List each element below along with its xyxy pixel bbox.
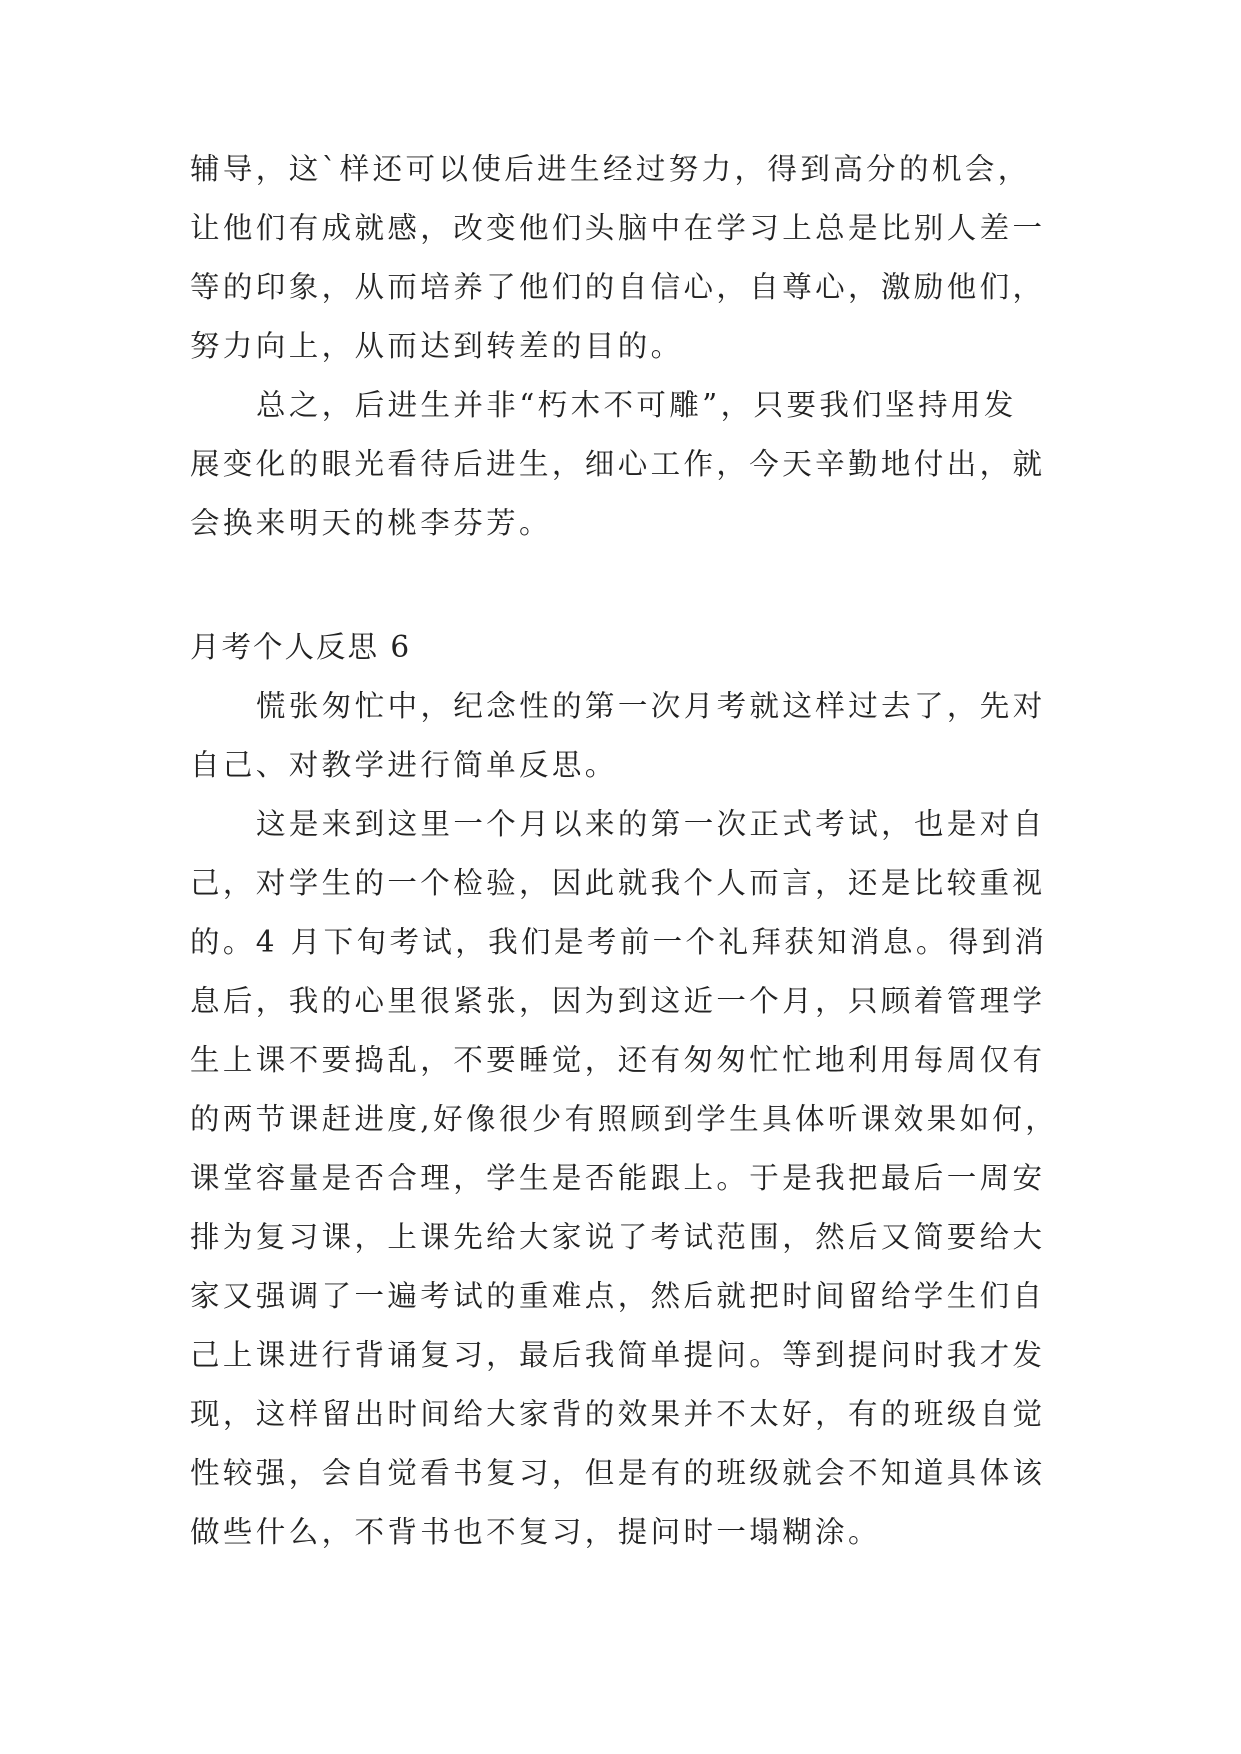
text-line: 的。4 月下旬考试，我们是考前一个礼拜获知消息。得到消 bbox=[190, 925, 1048, 959]
paragraph-continuation bbox=[190, 140, 1070, 376]
text-line: 这是来到这里一个月以来的第一次正式考试，也是对自 bbox=[256, 807, 1046, 841]
text-line: 己，对学生的一个检验，因此就我个人而言，还是比较重视 bbox=[190, 866, 1046, 900]
text-line: 让他们有成就感，改变他们头脑中在学习上总是比别人差一 bbox=[190, 211, 1046, 245]
text-line: 慌张匆忙中，纪念性的第一次月考就这样过去了，先对 bbox=[256, 689, 1046, 723]
section-2 bbox=[190, 618, 1070, 1562]
paragraph-intro bbox=[190, 677, 1070, 795]
text-line: 会换来明天的桃李芬芳。 bbox=[190, 506, 552, 540]
text-line: 排为复习课，上课先给大家说了考试范围，然后又简要给大 bbox=[190, 1220, 1046, 1254]
paragraph-reflection bbox=[190, 795, 1070, 1562]
text-line: 课堂容量是否合理，学生是否能跟上。于是我把最后一周安 bbox=[190, 1161, 1046, 1195]
paragraph-conclusion bbox=[190, 376, 1070, 553]
text-line: 息后，我的心里很紧张，因为到这近一个月，只顾着管理学 bbox=[190, 984, 1046, 1018]
text-line: 生上课不要捣乱，不要睡觉，还有匆匆忙忙地利用每周仅有 bbox=[190, 1043, 1046, 1077]
text-line: 做些什么，不背书也不复习，提问时一塌糊涂。 bbox=[190, 1515, 881, 1549]
text-line: 展变化的眼光看待后进生，细心工作，今天辛勤地付出，就 bbox=[190, 447, 1046, 481]
text-line: 性较强，会自觉看书复习，但是有的班级就会不知道具体该 bbox=[190, 1456, 1046, 1490]
text-line: 辅导，这`样还可以使后进生经过努力，得到高分的机会， bbox=[190, 152, 1031, 186]
text-line: 总之，后进生并非“朽木不可雕”，只要我们坚持用发 bbox=[256, 388, 1017, 422]
text-line: 自己、对教学进行简单反思。 bbox=[190, 748, 618, 782]
text-line: 等的印象，从而培养了他们的自信心，自尊心，激励他们， bbox=[190, 270, 1046, 304]
text-line: 的两节课赶进度,好像很少有照顾到学生具体听课效果如何， bbox=[190, 1102, 1059, 1136]
text-line: 家又强调了一遍考试的重难点，然后就把时间留给学生们自 bbox=[190, 1279, 1046, 1313]
text-line: 现，这样留出时间给大家背的效果并不太好，有的班级自觉 bbox=[190, 1397, 1046, 1431]
text-line: 己上课进行背诵复习，最后我简单提问。等到提问时我才发 bbox=[190, 1338, 1046, 1372]
section-1 bbox=[190, 140, 1070, 553]
text-line: 努力向上，从而达到转差的目的。 bbox=[190, 329, 684, 363]
section-heading: 月考个人反思 6 bbox=[190, 630, 412, 664]
